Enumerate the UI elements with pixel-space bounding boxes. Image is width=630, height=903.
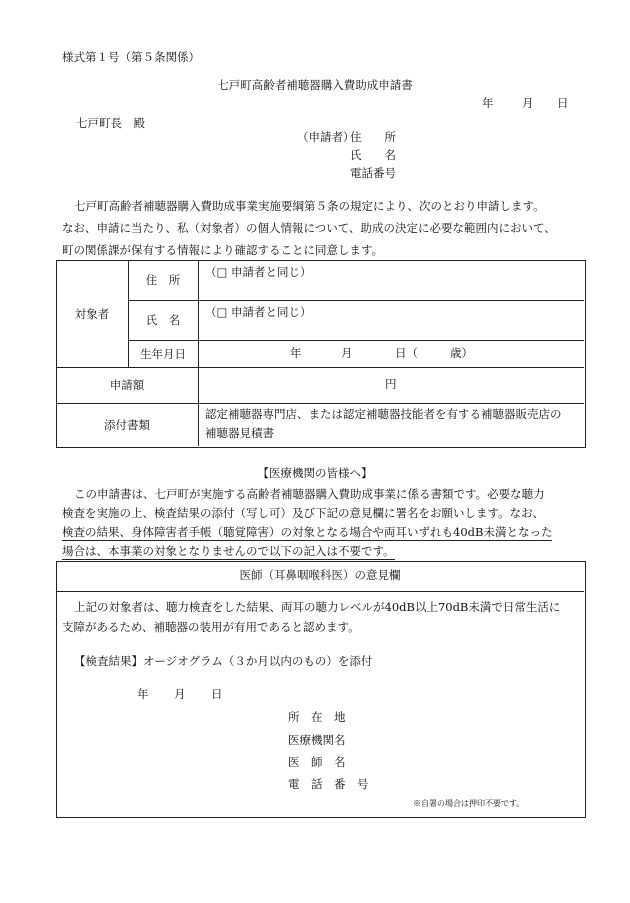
- target-name-label: 氏 名: [145, 313, 181, 327]
- birth-day-label: 日（: [395, 346, 418, 360]
- target-label: 対象者: [74, 306, 110, 321]
- date-year-label: 年: [482, 96, 494, 110]
- age-label: 歳）: [450, 346, 473, 360]
- opinion-divider: [56, 591, 584, 592]
- amount-label: 申請額: [109, 378, 145, 392]
- medical-heading: 【医療機関の皆様へ】: [257, 466, 373, 480]
- opinion-date-year: 年: [137, 687, 149, 701]
- target-address-label: 住 所: [145, 273, 181, 287]
- date-day-label: 日: [557, 96, 569, 110]
- seal-note: ※自署の場合は押印不要です。: [413, 799, 525, 808]
- opinion-date-day: 日: [211, 687, 223, 701]
- medical-line-3-wrap: [62, 527, 552, 539]
- date-month-label: 月: [522, 96, 534, 110]
- medical-line-3: 検査の結果、身体障害者手帳（聴覚障害）の対象となる場合や両耳いずれも40dB未満となった: [62, 525, 553, 539]
- applicant-name-label: 氏 名: [350, 148, 396, 162]
- applicant-role: （申請者）: [297, 130, 355, 144]
- target-address-checkbox[interactable]: （□ 申請者と同じ）: [205, 265, 312, 279]
- attachment-line-1: 認定補聴器専門店、または認定補聴器技能者を有する補聴器販売店の: [205, 407, 562, 421]
- medical-line-1: この申請書は、七戸町が実施する高齢者補聴器購入費助成事業に係る書類です。必要な聴力: [74, 487, 545, 501]
- doctor-name-label: 医 師 名: [288, 755, 346, 769]
- intro-line-3: 町の関係課が保有する情報により確認することに同意します。: [62, 243, 384, 257]
- page-title: 七戸町高齢者補聴器購入費助成申請書: [217, 78, 413, 92]
- birth-date-label: 生年月日: [140, 346, 186, 361]
- medical-line-4: 場合は、本事業の対象となりませんので以下の記入は不要です。: [62, 544, 395, 558]
- attachment-line-2: 補聴器見積書: [205, 426, 274, 440]
- opinion-date-month: 月: [174, 687, 186, 701]
- intro-line-2: なお、申請に当たり、私（対象者）の個人情報について、助成の決定に必要な範囲内において、: [62, 221, 556, 235]
- exam-result: 【検査結果】オージオグラム（３か月以内のもの）を添付: [74, 654, 373, 668]
- intro-line-1: 七戸町高齢者補聴器購入費助成事業実施要綱第５条の規定により、次のとおり申請します。: [74, 199, 545, 213]
- amount-unit: 円: [385, 377, 397, 391]
- birth-month-label: 月: [341, 346, 353, 360]
- birth-year-label: 年: [290, 346, 302, 360]
- institution-label: 医療機関名: [288, 733, 346, 747]
- applicant-address-label: 住 所: [350, 130, 396, 144]
- doctor-phone-label: 電 話 番 号: [288, 777, 369, 791]
- opinion-line-1: 上記の対象者は、聴力検査をした結果、両耳の聴力レベルが40dB以上70dB未満で日常生活に: [74, 600, 561, 614]
- table-divider-v2: [198, 260, 199, 446]
- medical-line-2: 検査を実施の上、検査結果の添付（写し可）及び下記の意見欄に署名をお願いします。なお、: [62, 506, 545, 520]
- medical-line-4-wrap: [62, 546, 395, 558]
- opinion-line-2: 支障があるため、補聴器の装用が有用であると認めます。: [62, 620, 360, 634]
- attachment-label: 添付書類: [104, 417, 150, 432]
- addressee: 七戸町長 殿: [76, 116, 145, 130]
- form-number: 様式第１号（第５条関係）: [62, 50, 200, 64]
- opinion-heading: 医師（耳鼻咽喉科医）の意見欄: [239, 568, 401, 582]
- location-label: 所 在 地: [288, 710, 346, 724]
- applicant-phone-label: 電話番号: [350, 166, 396, 180]
- target-name-checkbox[interactable]: （□ 申請者と同じ）: [205, 305, 312, 319]
